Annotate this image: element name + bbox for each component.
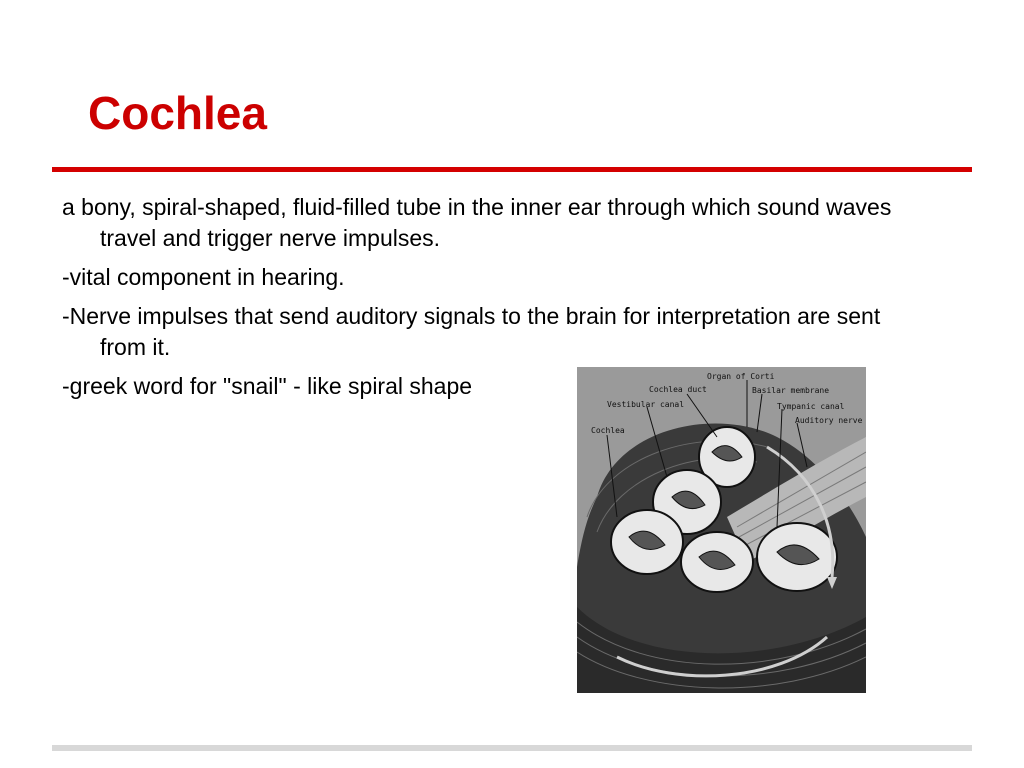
label-vestibular-canal: Vestibular canal xyxy=(607,400,685,409)
footer-divider xyxy=(52,745,972,751)
bullet-definition: a bony, spiral-shaped, fluid-filled tube in the inner ear through which sound waves travel and trigger nerve impulses. xyxy=(62,194,892,251)
label-basilar-membrane: Basilar membrane xyxy=(752,386,830,395)
cochlea-diagram xyxy=(577,367,866,693)
cochlea-illustration xyxy=(577,367,866,693)
title-divider xyxy=(52,167,972,172)
label-tympanic-canal: Tympanic canal xyxy=(777,402,845,411)
slide-title: Cochlea xyxy=(88,87,267,139)
label-organ-of-corti: Organ of Corti xyxy=(707,372,775,381)
bullet-hearing: -vital component in hearing. xyxy=(62,264,345,290)
label-auditory-nerve: Auditory nerve xyxy=(795,416,863,425)
bullet-nerve-impulses: -Nerve impulses that send auditory signals to the brain for interpretation are sent from it. xyxy=(62,303,881,360)
bullet-greek-word: -greek word for "snail" - like spiral shape xyxy=(62,373,473,399)
label-cochlea: Cochlea xyxy=(591,426,625,435)
label-cochlea-duct: Cochlea duct xyxy=(649,385,707,394)
